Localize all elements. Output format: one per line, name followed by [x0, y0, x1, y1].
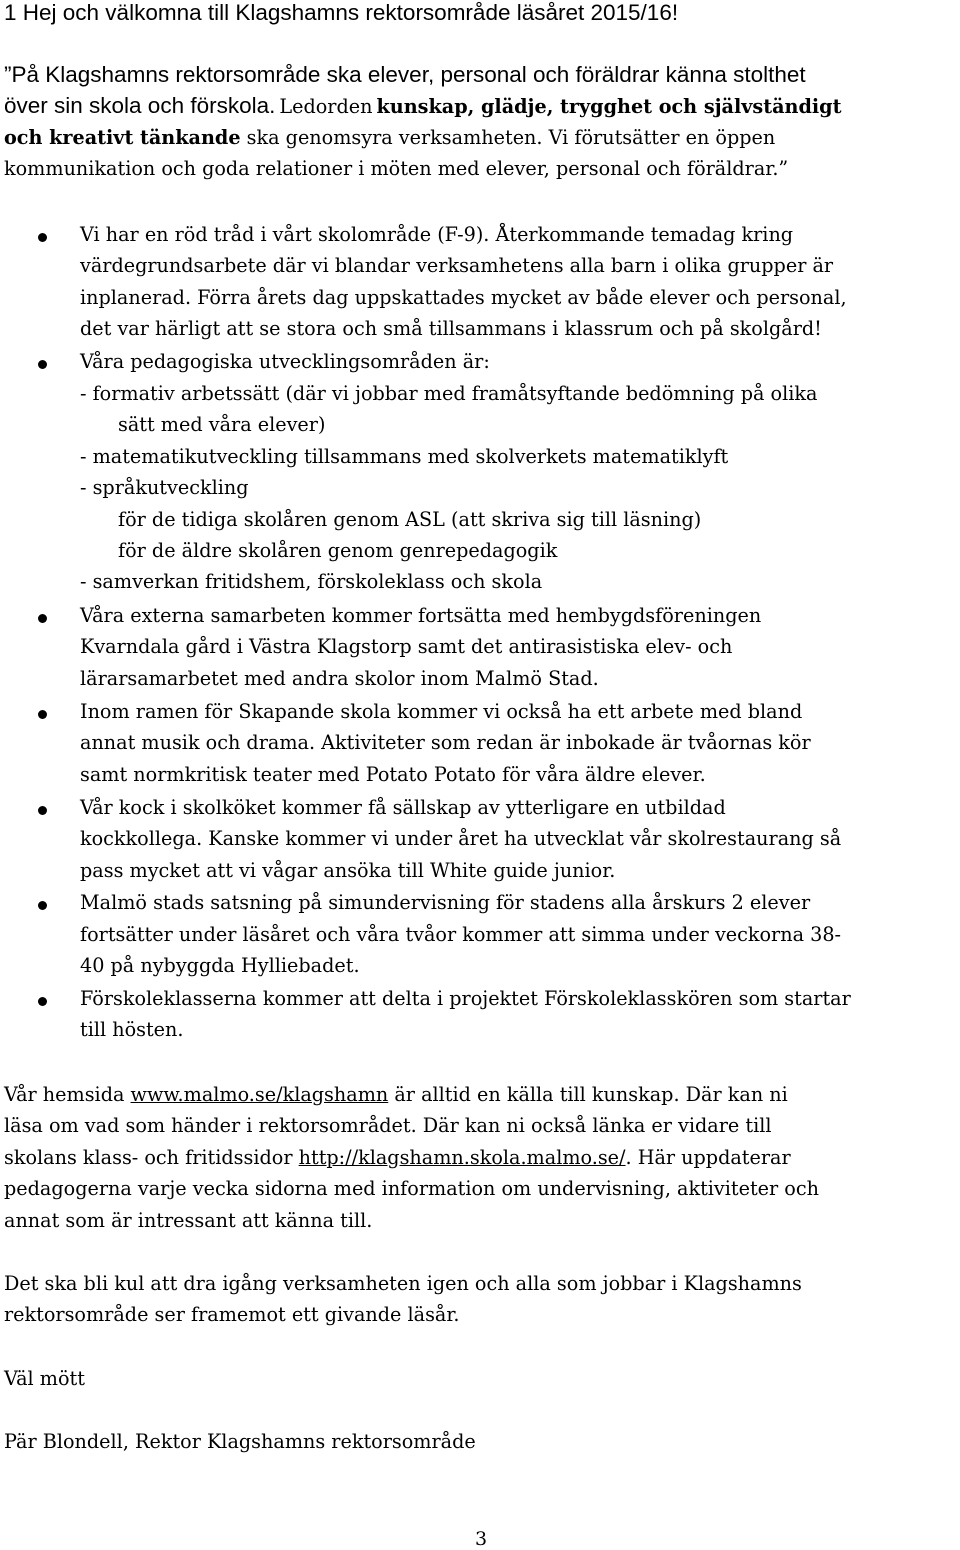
bullet-1-line-1: Vi har en röd tråd i vårt skolområde (F-9). Återkommande temadag kring: [80, 223, 794, 246]
bullet-marker: [38, 710, 47, 719]
website-line-1: Vår hemsida www.malmo.se/klagshamn är alltid en källa till kunskap. Där kan ni: [4, 1083, 788, 1106]
bullet-marker: [38, 360, 47, 369]
website-line-3: skolans klass- och fritidssidor http://klagshamn.skola.malmo.se/. Här uppdaterar: [4, 1146, 791, 1169]
bullet-1-line-3: inplanerad. Förra årets dag uppskattades mycket av både elever och personal,: [80, 286, 847, 309]
bullet-marker: [38, 806, 47, 815]
bullet-2-line-8: - samverkan fritidshem, förskoleklass och skola: [80, 570, 543, 593]
bullet-6-line-3: 40 på nybyggda Hylliebadet.: [80, 954, 360, 977]
bullet-2-line-1: Våra pedagogiska utvecklingsområden är:: [80, 350, 490, 373]
bullet-2-line-4: - matematikutveckling tillsammans med skolverkets matematiklyft: [80, 445, 729, 468]
bullet-6-line-1: Malmö stads satsning på simundervisning för stadens alla årskurs 2 elever: [80, 891, 811, 914]
bullet-marker: [38, 614, 47, 623]
intro-line-2: över sin skola och förskola. Ledorden kunskap, glädje, trygghet och självständigt: [4, 93, 842, 118]
website-line-4: pedagogerna varje vecka sidorna med information om undervisning, aktiviteter och: [4, 1177, 819, 1200]
bullet-5-line-3: pass mycket att vi vågar ansöka till White guide junior.: [80, 859, 616, 882]
bullet-2-line-2: - formativ arbetssätt (där vi jobbar med framåtsyftande bedömning på olika: [80, 382, 818, 405]
website-line-2: läsa om vad som händer i rektorsområdet. Där kan ni också länka er vidare till: [4, 1114, 772, 1137]
bullet-3-line-2: Kvarndala gård i Västra Klagstorp samt det antirasistiska elev- och: [80, 635, 733, 658]
bullet-1-line-4: det var härligt att se stora och små tillsammans i klassrum och på skolgård!: [80, 317, 822, 340]
bullet-2-line-3: sätt med våra elever): [118, 413, 326, 436]
bullet-2-line-6: för de tidiga skolåren genom ASL (att skriva sig till läsning): [118, 508, 702, 531]
intro-line-3: och kreativt tänkande ska genomsyra verksamheten. Vi förutsätter en öppen: [4, 126, 776, 149]
bullet-4-line-1: Inom ramen för Skapande skola kommer vi också ha ett arbete med bland: [80, 700, 803, 723]
website-line-5: annat som är intressant att känna till.: [4, 1209, 373, 1232]
bullet-marker: [38, 997, 47, 1006]
bullet-4-line-3: samt normkritisk teater med Potato Potato för våra äldre elever.: [80, 763, 706, 786]
page-heading: 1 Hej och välkomna till Klagshamns rektorsområde läsåret 2015/16!: [4, 0, 679, 25]
bullet-1-line-2: värdegrundsarbete där vi blandar verksamhetens alla barn i olika grupper är: [80, 254, 834, 277]
homepage-link[interactable]: www.malmo.se/klagshamn: [130, 1083, 389, 1106]
intro-line-4: kommunikation och goda relationer i möten med elever, personal och föräldrar.”: [4, 157, 789, 180]
bullet-7-line-2: till hösten.: [80, 1018, 184, 1041]
closing-line-2: rektorsområde ser framemot ett givande läsår.: [4, 1303, 460, 1326]
closing-line-1: Det ska bli kul att dra igång verksamheten igen och alla som jobbar i Klagshamns: [4, 1272, 802, 1295]
bullet-6-line-2: fortsätter under läsåret och våra tvåor kommer att simma under veckorna 38-: [80, 923, 842, 946]
signature: Pär Blondell, Rektor Klagshamns rektorsområde: [4, 1430, 476, 1453]
bullet-3-line-1: Våra externa samarbeten kommer fortsätta med hembygdsföreningen: [80, 604, 762, 627]
bullet-4-line-2: annat musik och drama. Aktiviteter som redan är inbokade är tvåornas kör: [80, 731, 811, 754]
bullet-3-line-3: lärarsamarbetet med andra skolor inom Malmö Stad.: [80, 667, 599, 690]
bullet-2-line-5: - språkutveckling: [80, 476, 249, 499]
intro-line-1: ”På Klagshamns rektorsområde ska elever, personal och föräldrar känna stolthet: [4, 62, 806, 87]
bullet-2-line-7: för de äldre skolåren genom genrepedagogik: [118, 539, 558, 562]
bullet-5-line-2: kockkollega. Kanske kommer vi under året ha utvecklat vår skolrestaurang så: [80, 827, 842, 850]
greeting: Väl mött: [4, 1367, 85, 1390]
bullet-5-line-1: Vår kock i skolköket kommer få sällskap av ytterligare en utbildad: [80, 796, 726, 819]
school-site-link[interactable]: http://klagshamn.skola.malmo.se/: [298, 1146, 626, 1169]
bullet-7-line-1: Förskoleklasserna kommer att delta i projektet Förskoleklasskören som startar: [80, 987, 851, 1010]
bullet-marker: [38, 233, 47, 242]
bullet-marker: [38, 901, 47, 910]
page-number: 3: [475, 1528, 488, 1550]
